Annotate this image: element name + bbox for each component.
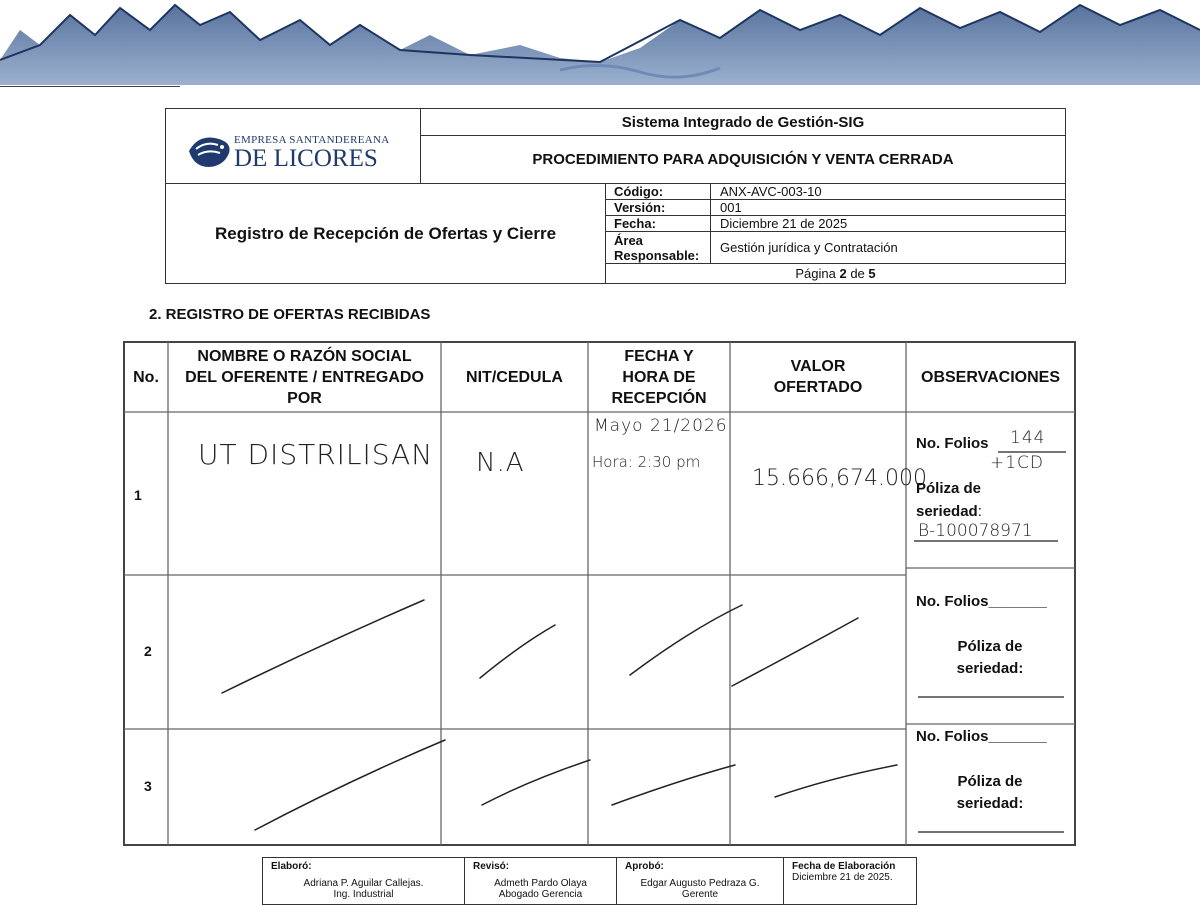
area-label-2: Responsable: <box>614 248 700 263</box>
company-logo <box>166 109 421 184</box>
mountain-banner-image <box>0 0 1200 85</box>
area-value: Gestión jurídica y Contratación <box>720 240 898 255</box>
folios-label: No. Folios_______ <box>916 593 1047 610</box>
handwritten-poliza: B-100078971 <box>918 521 1033 541</box>
handwritten-fecha: Mayo 21/2026 <box>594 416 728 436</box>
reviso-cell: Revisó: Admeth Pardo Olaya Abogado Gerencia <box>465 858 617 904</box>
poliza-label: Póliza de <box>916 480 982 497</box>
logo-title: DE LICORES <box>234 145 378 172</box>
section-title: 2. REGISTRO DE OFERTAS RECIBIDAS <box>149 306 431 323</box>
row-number: 1 <box>134 487 142 503</box>
row-number: 3 <box>144 778 152 794</box>
handwritten-hora: Hora: 2:30 pm <box>592 453 701 471</box>
seriedad-label: seriedad: <box>956 795 1024 812</box>
logo-subtitle: EMPRESA SANTANDEREANA <box>234 134 390 146</box>
procedure-title: PROCEDIMIENTO PARA ADQUISICIÓN Y VENTA CERRADA <box>421 136 1065 184</box>
codigo-label: Código: <box>614 184 664 199</box>
poliza-label: Póliza de <box>957 773 1023 790</box>
header-no: No. <box>133 368 159 386</box>
approval-footer <box>262 857 917 905</box>
header-nombre: NOMBRE O RAZÓN SOCIAL DEL OFERENTE / ENTREGADO POR <box>185 347 424 407</box>
seriedad-label: seriedad: <box>916 503 982 520</box>
document-header <box>165 108 1066 284</box>
poliza-label: Póliza de <box>957 638 1023 655</box>
system-title: Sistema Integrado de Gestión-SIG <box>421 109 1065 136</box>
version-label: Versión: <box>614 200 666 215</box>
header-valor: VALOR OFERTADO <box>773 358 863 396</box>
fecha-row <box>606 216 1065 232</box>
version-row <box>606 200 1065 216</box>
header-observaciones: OBSERVACIONES <box>921 368 1060 386</box>
handwritten-nit: N.A <box>476 448 525 478</box>
elaboro-cell: Elaboró: Adriana P. Aguilar Callejas. Ing. Industrial <box>263 858 465 904</box>
handwritten-folios-extra: +1CD <box>990 453 1045 473</box>
version-value: 001 <box>720 200 742 215</box>
header-nit: NIT/CEDULA <box>466 368 563 386</box>
fecha-elaboracion-cell: Fecha de Elaboración Diciembre 21 de 2025. <box>792 861 896 883</box>
aprobo-cell: Aprobó: Edgar Augusto Pedraza G. Gerente <box>617 858 784 904</box>
handwritten-folios: 144 <box>1010 428 1046 448</box>
area-label-1: Área <box>614 233 643 248</box>
codigo-value: ANX-AVC-003-10 <box>720 184 822 199</box>
fecha-label: Fecha: <box>614 216 656 231</box>
folios-label: No. Folios_______ <box>916 728 1047 745</box>
header-rule <box>0 86 180 87</box>
fecha-value: Diciembre 21 de 2025 <box>720 216 848 231</box>
area-row <box>606 232 1065 264</box>
codigo-row <box>606 184 1065 200</box>
page-number: Página 2 de 5 <box>795 266 876 281</box>
bird-logo-icon <box>184 131 234 173</box>
register-title: Registro de Recepción de Ofertas y Cierre <box>166 184 606 284</box>
row-number: 2 <box>144 643 152 659</box>
header-fecha: FECHA Y HORA DE RECEPCIÓN <box>611 347 707 407</box>
folios-label: No. Folios <box>916 435 989 452</box>
handwritten-valor: 15.666,674.000 <box>752 466 927 491</box>
handwritten-nombre: UT DISTRILISAN <box>198 438 434 471</box>
seriedad-label: seriedad: <box>956 660 1024 677</box>
